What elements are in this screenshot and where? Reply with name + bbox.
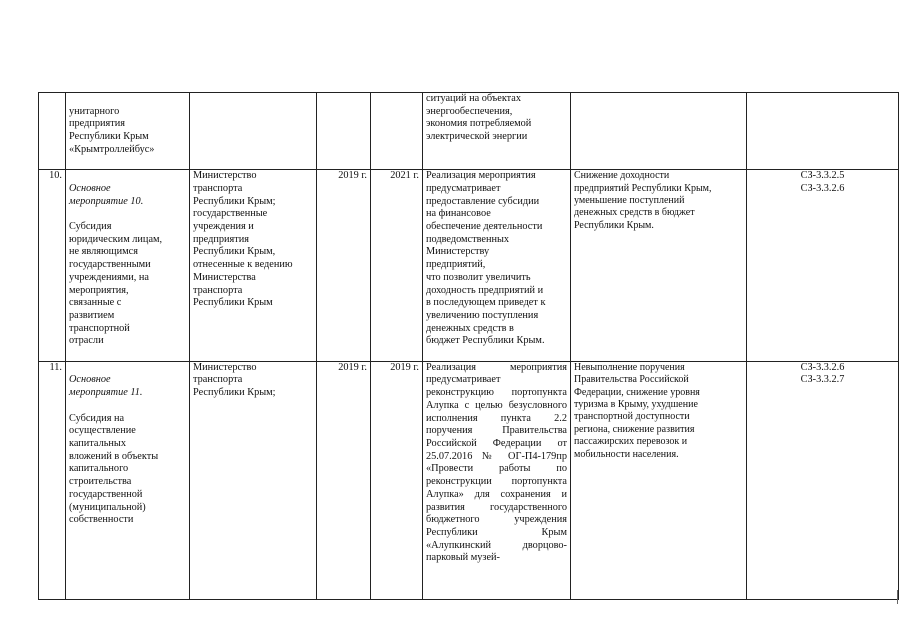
row-number-cell: [39, 93, 66, 170]
start-year-cell: 2019 г.: [317, 361, 371, 599]
executor-cell: Министерство транспорта Республики Крым;: [190, 361, 317, 599]
end-year-cell: 2019 г.: [371, 361, 423, 599]
executor-cell: [190, 93, 317, 170]
row-number-cell: 11.: [39, 361, 66, 599]
result-cell: Реализация мероприятия предусматривает реконструкцию портопункта Алупка с целью безусловного исполнения пункта 2.2 поручения Правительства Российской Федерации от 25.07.2016 № ОГ-П4-179пр «Провести работы по реконструкции портопункта Алупка» для сохранения и развития государственного бюджетного учреждения Республики Крым «Алупкинский дворцово-парковый музей-: [423, 361, 571, 599]
result-cell: ситуаций на объектах энергообеспечения, экономия потребляемой электрической энергии: [423, 93, 571, 170]
measures-table: [38, 92, 899, 600]
measure-name-text: Субсидия юридическим лицам, не являющимся государственными учреждениями, на мероприятия, связанные с развитием транспортной отрасли: [69, 221, 163, 347]
start-year-cell: 2019 г.: [317, 170, 371, 362]
row-number-cell: 10.: [39, 170, 66, 362]
measure-name-cell: [66, 361, 190, 599]
table-row: [39, 170, 899, 362]
measure-title-italic: Основное мероприятие 10.: [69, 182, 144, 207]
indicators-cell: [747, 93, 899, 170]
consequences-cell: [571, 93, 747, 170]
table-row: [39, 361, 899, 599]
measure-name-text: Субсидия на осуществление капитальных вложений в объекты капитального строительства государственной (муниципальной) собственности: [69, 412, 159, 526]
consequences-cell: Снижение доходности предприятий Республики Крым, уменьшение поступлений денежных средств в бюджет Республики Крым.: [571, 170, 747, 362]
end-year-cell: 2021 г.: [371, 170, 423, 362]
indicators-cell: СЗ-3.3.2.6 СЗ-3.3.2.7: [747, 361, 899, 599]
table-row: [39, 93, 899, 170]
measure-name-text: унитарного предприятия Республики Крым «Крымтроллейбус»: [69, 105, 155, 155]
indicators-cell: СЗ-3.3.2.5 СЗ-3.3.2.6: [747, 170, 899, 362]
measure-title-italic: Основное мероприятие 11.: [69, 374, 143, 399]
consequences-cell: Невыполнение поручения Правительства Российской Федерации, снижение уровня туризма в Крыму, ухудшение транспортной доступности региона, снижение развития пассажирских перевозок и мобильности населения.: [571, 361, 747, 599]
measure-name-cell: [66, 93, 190, 170]
end-year-cell: [371, 93, 423, 170]
measure-name-cell: [66, 170, 190, 362]
executor-cell: Министерство транспорта Республики Крым; государственные учреждения и предприятия Республики Крым, отнесенные к ведению Министерства транспорта Республики Крым: [190, 170, 317, 362]
page-edge-mark: [897, 590, 902, 604]
start-year-cell: [317, 93, 371, 170]
result-cell: Реализация мероприятия предусматривает предоставление субсидии на финансовое обеспечение деятельности подведомственных Министерству предприятий, что позволит увеличить доходность предприятий и в последующем приведет к увеличению поступления денежных средств в бюджет Республики Крым.: [423, 170, 571, 362]
